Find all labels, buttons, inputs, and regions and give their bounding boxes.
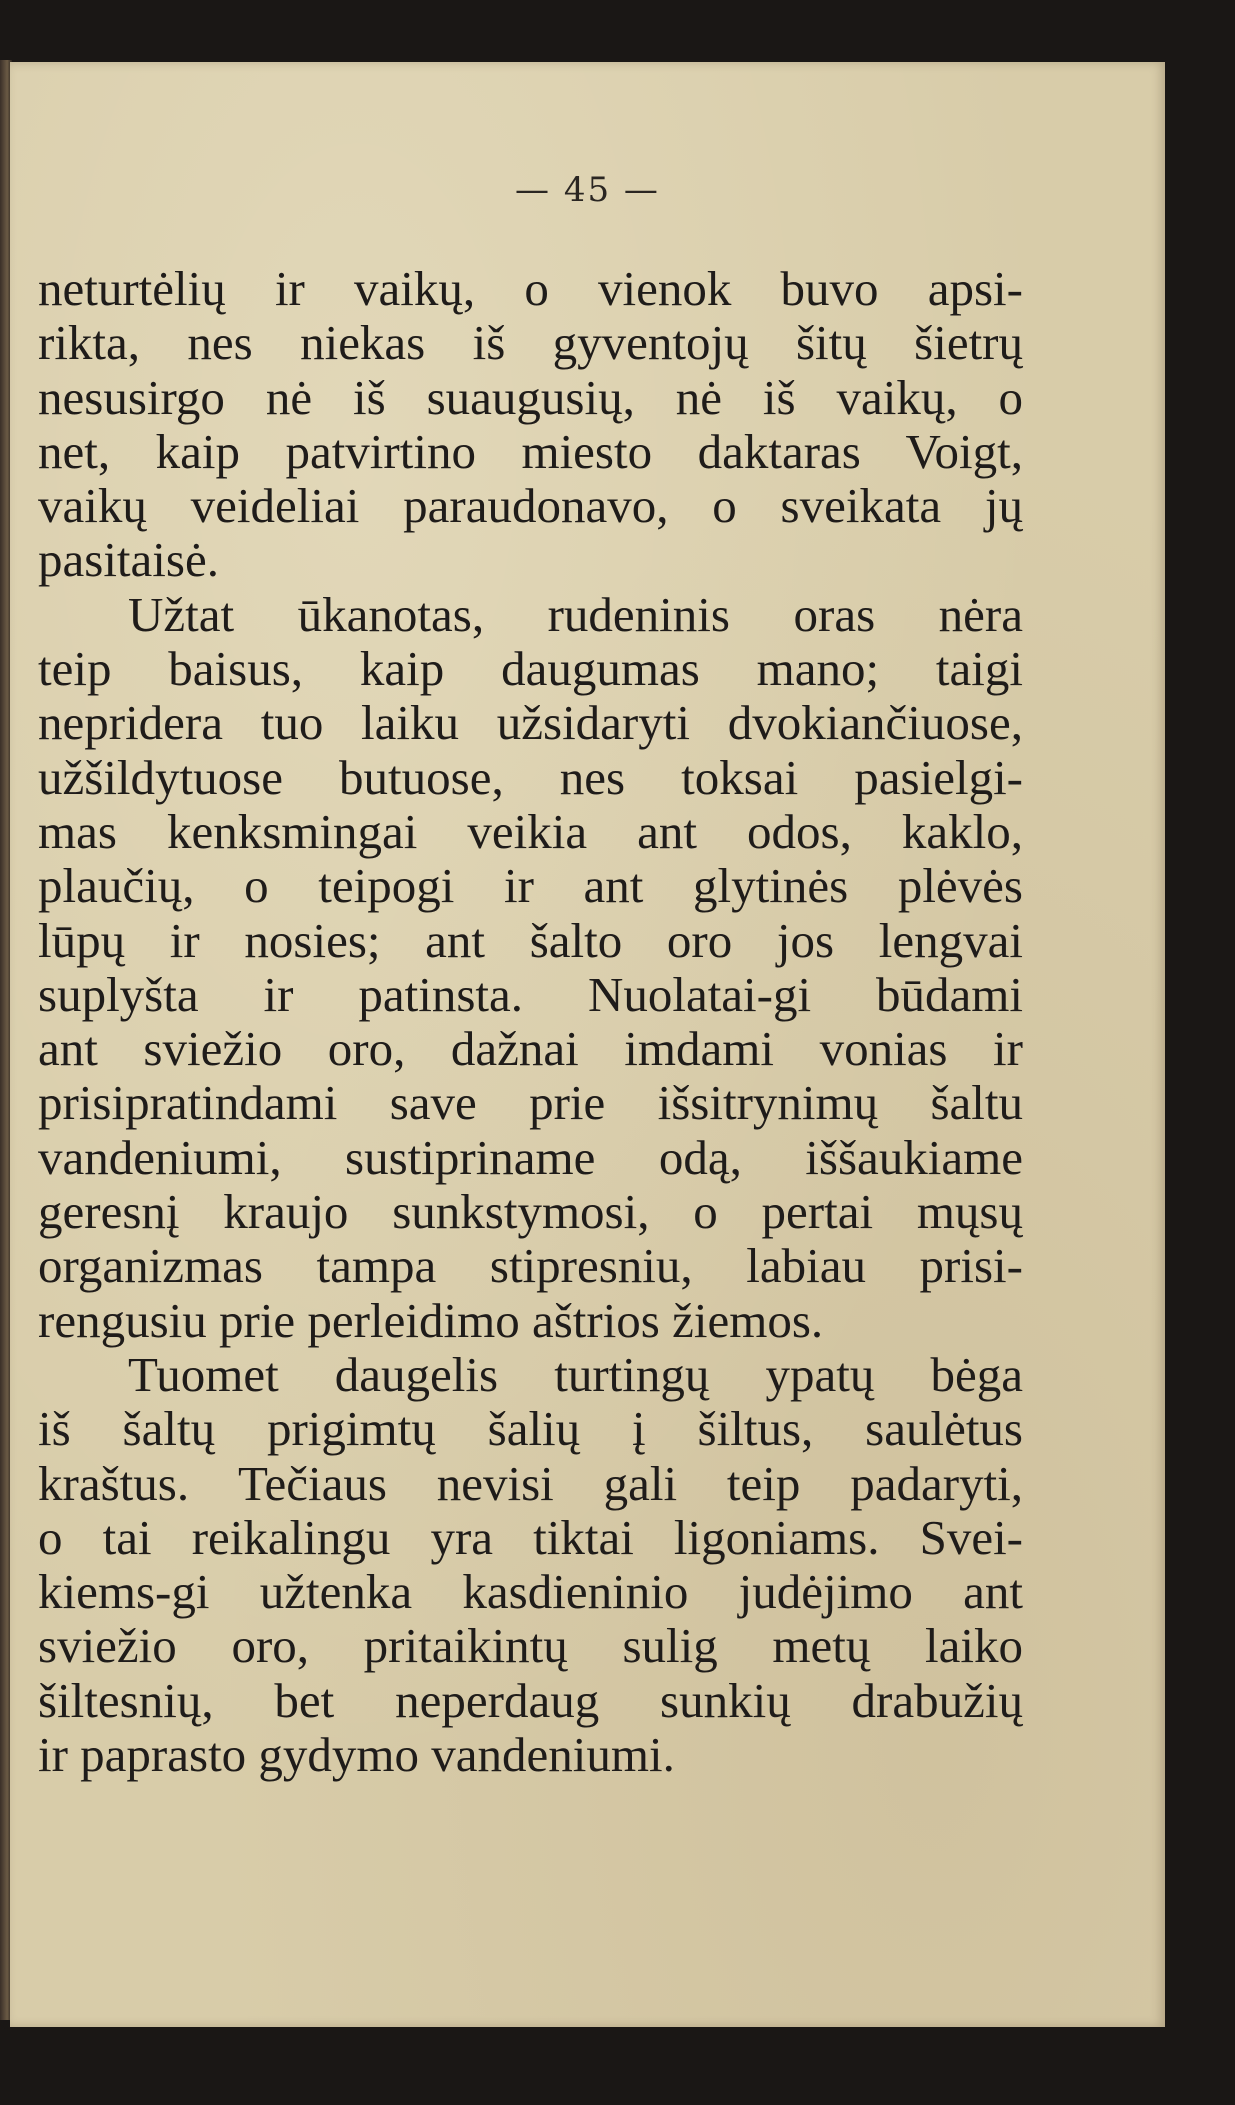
- paragraph: [38, 262, 1023, 588]
- text-line: Užtat ūkanotas, rudeninis oras nėra: [128, 586, 1023, 642]
- text-line: vaikų veideliai paraudonavo, o sveikata jų: [38, 478, 1023, 534]
- text-line: teip baisus, kaip daugumas mano; taigi: [38, 641, 1023, 697]
- text-line: plaučių, o teipogi ir ant glytinės plėvės: [38, 858, 1023, 914]
- text-line: ant sviežio oro, dažnai imdami vonias ir: [38, 1021, 1023, 1077]
- text-line: Tuomet daugelis turtingų ypatų bėga: [128, 1346, 1023, 1402]
- text-line: lūpų ir nosies; ant šalto oro jos lengvai: [38, 912, 1023, 968]
- text-line: nesusirgo nė iš suaugusių, nė iš vaikų, o: [38, 369, 1023, 425]
- text-line: vandeniumi, sustipriname odą, iššaukiame: [38, 1129, 1023, 1185]
- body-text: [38, 262, 1023, 1782]
- text-line: ir paprasto gydymo vandeniumi.: [38, 1727, 675, 1783]
- book-page: [10, 62, 1165, 2027]
- text-line: rengusiu prie perleidimo aštrios žiemos.: [38, 1292, 824, 1348]
- text-line: net, kaip patvirtino miesto daktaras Voigt,: [38, 423, 1023, 479]
- text-line: organizmas tampa stipresniu, labiau prisi-: [38, 1238, 1023, 1294]
- text-line: šiltesnių, bet neperdaug sunkių drabužių: [38, 1672, 1023, 1728]
- page-number: — 45 —: [515, 170, 660, 210]
- text-line: kiems-gi užtenka kasdieninio judėjimo ant: [38, 1564, 1023, 1620]
- text-line: suplyšta ir patinsta. Nuolatai-gi būdami: [38, 966, 1023, 1022]
- text-line: neturtėlių ir vaikų, o vienok buvo apsi-: [38, 261, 1023, 316]
- text-line: sviežio oro, pritaikintų sulig metų laiko: [38, 1618, 1023, 1674]
- text-line: iš šaltų prigimtų šalių į šiltus, saulėtus: [38, 1401, 1023, 1457]
- text-line: nepridera tuo laiku užsidaryti dvokiančiuose,: [38, 695, 1023, 751]
- paragraph: [38, 1348, 1023, 1782]
- paragraph: [38, 588, 1023, 1348]
- text-line: užšildytuose butuose, nes toksai pasielgi-: [38, 749, 1023, 805]
- text-line: o tai reikalingu yra tiktai ligoniams. Svei-: [38, 1509, 1023, 1565]
- text-line: geresnį kraujo sunkstymosi, o pertai mųsų: [38, 1184, 1023, 1240]
- text-line: pasitaisė.: [38, 532, 219, 588]
- text-line: prisipratindami save prie išsitrynimų šaltu: [38, 1075, 1023, 1131]
- text-line: kraštus. Tečiaus nevisi gali teip padaryti,: [38, 1455, 1023, 1511]
- text-line: rikta, nes niekas iš gyventojų šitų šietrų: [38, 315, 1023, 371]
- text-line: mas kenksmingai veikia ant odos, kaklo,: [38, 803, 1023, 859]
